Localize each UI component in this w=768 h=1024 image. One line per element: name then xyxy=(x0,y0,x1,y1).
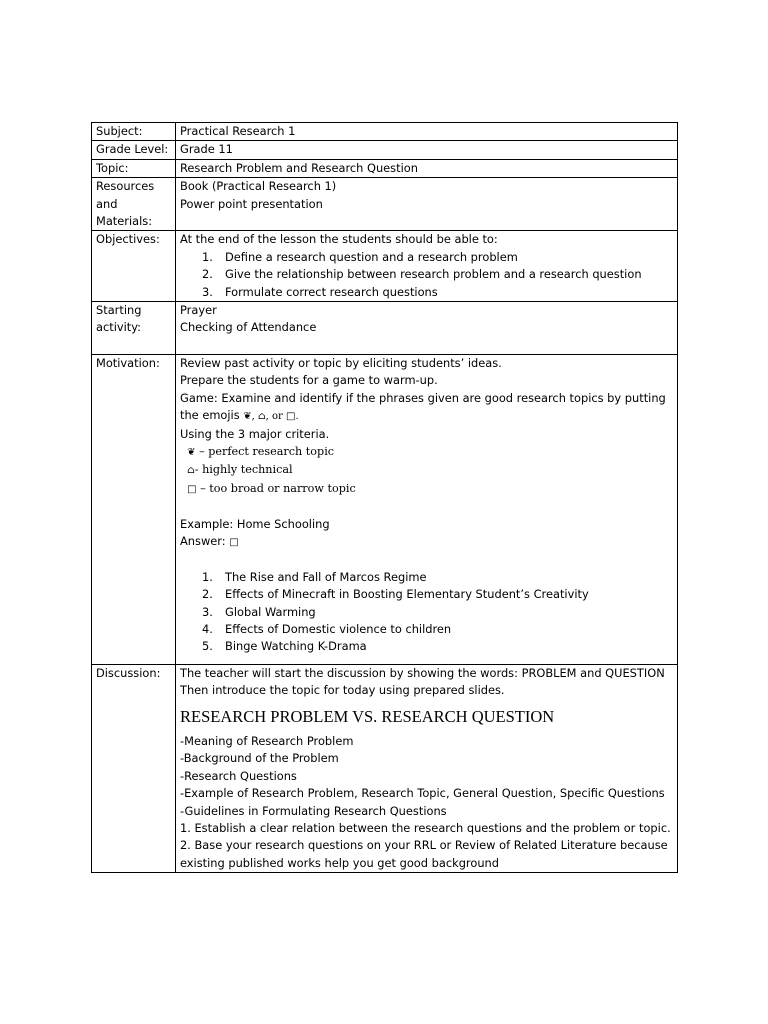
list-item: 1. The Rise and Fall of Marcos Regime xyxy=(202,569,427,584)
objectives-list xyxy=(180,249,673,301)
row-topic xyxy=(92,159,678,177)
answer-line: Answer: □ xyxy=(180,533,239,548)
discussion-point: -Background of the Problem xyxy=(180,751,339,766)
grade-level-label: Grade Level: xyxy=(92,141,176,159)
discussion-label: Discussion: xyxy=(92,664,176,872)
heart-icon: ❦ xyxy=(187,446,196,458)
list-item: 2. Give the relationship between research problem and a research question xyxy=(202,267,642,282)
discussion-point: -Guidelines in Formulating Research Questions xyxy=(180,803,447,818)
objectives-label: Objectives: xyxy=(92,231,176,302)
list-item: 2. Effects of Minecraft in Boosting Elementary Student’s Creativity xyxy=(202,587,589,602)
row-resources xyxy=(92,178,678,231)
row-motivation xyxy=(92,354,678,664)
row-discussion xyxy=(92,664,678,872)
list-item: 5. Binge Watching K-Drama xyxy=(202,639,367,654)
grade-level-value: Grade 11 xyxy=(176,141,678,159)
motivation-line: Prepare the students for a game to warm-up. xyxy=(180,373,438,388)
motivation-line: Review past activity or topic by eliciting students’ ideas. xyxy=(180,355,502,370)
lesson-plan-table xyxy=(91,122,678,873)
motivation-line: Using the 3 major criteria. xyxy=(180,426,330,441)
row-grade-level xyxy=(92,141,678,159)
starting-activity-value xyxy=(176,302,678,355)
discussion-point: -Research Questions xyxy=(180,768,297,783)
resources-label: Resources and Materials: xyxy=(92,178,176,231)
discussion-line: Then introduce the topic for today using prepared slides. xyxy=(180,683,505,698)
resource-item: Book (Practical Research 1) xyxy=(180,179,337,194)
motivation-line: Game: Examine and identify if the phrases given are good research topics by putting xyxy=(180,390,666,405)
row-objectives xyxy=(92,231,678,302)
list-item: 1. Define a research question and a research problem xyxy=(202,249,518,264)
box-icon: □ xyxy=(229,536,239,548)
discussion-heading: RESEARCH PROBLEM VS. RESEARCH QUESTION xyxy=(180,706,555,726)
starting-item: Checking of Attendance xyxy=(180,320,317,335)
resources-value xyxy=(176,178,678,231)
objectives-intro: At the end of the lesson the students should be able to: xyxy=(180,232,498,247)
motivation-label: Motivation: xyxy=(92,354,176,664)
list-item: 4. Effects of Domestic violence to children xyxy=(202,621,452,636)
discussion-point: -Example of Research Problem, Research Topic, General Question, Specific Questions xyxy=(180,786,665,801)
subject-label: Subject: xyxy=(92,123,176,141)
criteria-item: □ – too broad or narrow topic xyxy=(187,481,356,495)
criteria-item: ❦ – perfect research topic xyxy=(187,444,335,458)
thumbs-up-icon: ⌂ xyxy=(187,465,195,477)
topics-list xyxy=(180,569,673,656)
row-starting-activity xyxy=(92,302,678,355)
motivation-line: the emojis ❦, ⌂, or □. xyxy=(180,408,299,423)
discussion-line: The teacher will start the discussion by showing the words: PROBLEM and QUESTION xyxy=(180,665,665,680)
resource-item: Power point presentation xyxy=(180,196,323,211)
subject-value: Practical Research 1 xyxy=(176,123,678,141)
list-item: 3. Formulate correct research questions xyxy=(202,284,438,299)
emoji-glyphs: ❦, ⌂, or □. xyxy=(243,411,299,423)
topic-label: Topic: xyxy=(92,159,176,177)
box-icon: □ xyxy=(187,483,197,495)
list-item: 3. Global Warming xyxy=(202,604,316,619)
guideline-item: 2. Base your research questions on your RRL or Review of Related Literature because existing published works help you get good background xyxy=(180,838,668,870)
objectives-value xyxy=(176,231,678,302)
discussion-point: -Meaning of Research Problem xyxy=(180,733,354,748)
guideline-item: 1. Establish a clear relation between the research questions and the problem or topic. xyxy=(180,821,671,835)
example-line: Example: Home Schooling xyxy=(180,516,330,531)
motivation-value xyxy=(176,354,678,664)
criteria-item: ⌂- highly technical xyxy=(187,463,293,477)
starting-item: Prayer xyxy=(180,303,217,318)
row-subject xyxy=(92,123,678,141)
starting-activity-label: Starting activity: xyxy=(92,302,176,355)
discussion-value xyxy=(176,664,678,872)
topic-value: Research Problem and Research Question xyxy=(176,159,678,177)
